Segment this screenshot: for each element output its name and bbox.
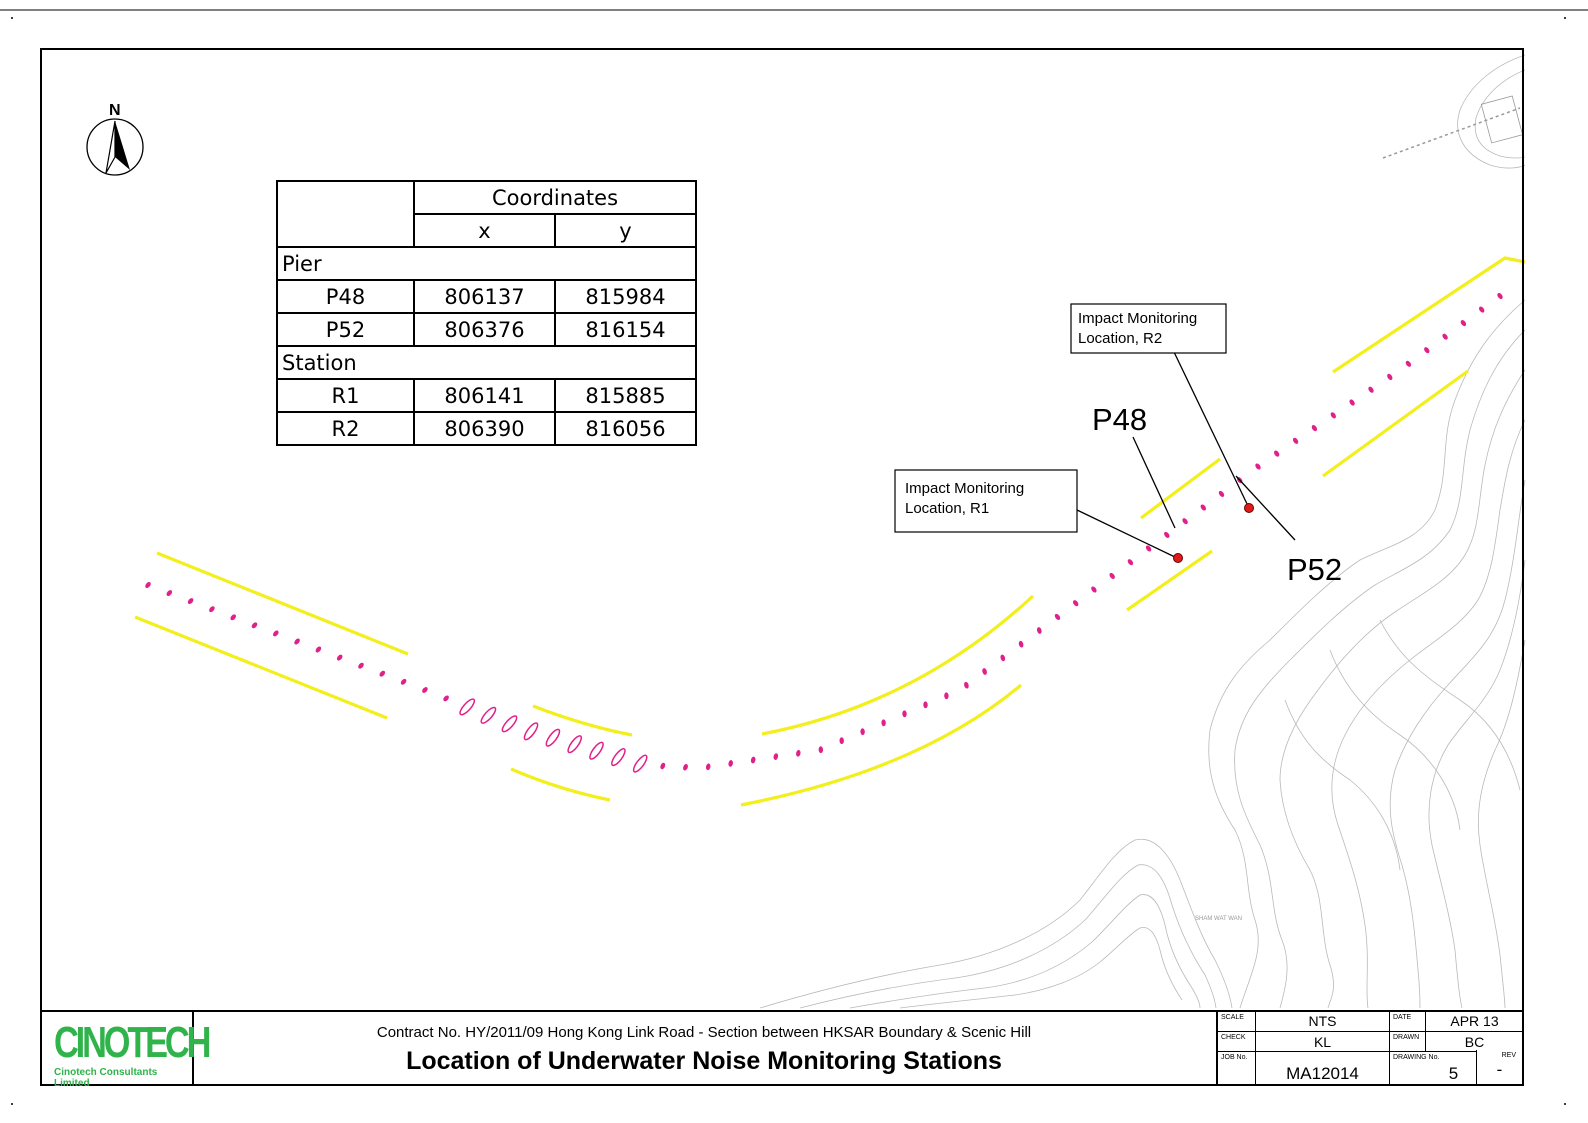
- table-cell-y: 815885: [555, 379, 696, 412]
- pier-label-p52: P52: [1287, 552, 1343, 587]
- scale-value: NTS: [1308, 1013, 1337, 1029]
- table-cell-name: R2: [277, 412, 414, 445]
- scale-label: SCALE: [1221, 1014, 1244, 1021]
- table-header-x: x: [414, 214, 555, 247]
- r1-callout-line1: Impact Monitoring: [905, 480, 1025, 497]
- table-section-station: Station: [277, 346, 696, 379]
- drawn-value-cell: [1426, 1032, 1524, 1052]
- date-label: DATE: [1393, 1014, 1412, 1021]
- table-cell-y: 815984: [555, 280, 696, 313]
- table-row: [277, 412, 696, 445]
- rev-cell: [1476, 1050, 1522, 1084]
- table-cell-name: R1: [277, 379, 414, 412]
- table-header-coordinates: Coordinates: [414, 181, 696, 214]
- r2-callout-line2: Location, R2: [1078, 330, 1163, 347]
- job-label: JOB No.: [1221, 1054, 1248, 1061]
- corner-mark: [1564, 17, 1566, 19]
- company-logo-text: CINOTECH: [54, 1018, 209, 1067]
- pier-label-p48: P48: [1092, 402, 1148, 437]
- table-section-pier: Pier: [277, 247, 696, 280]
- drawing-number-value: 5: [1448, 1064, 1459, 1083]
- job-value: MA12014: [1286, 1064, 1359, 1083]
- drawn-label-cell: [1390, 1032, 1426, 1052]
- table-cell-x: 806376: [414, 313, 555, 346]
- company-logo: [40, 1012, 209, 1089]
- r1-callout-line2: Location, R1: [905, 500, 990, 517]
- coordinates-table: [276, 180, 697, 446]
- table-cell-y: 816154: [555, 313, 696, 346]
- table-cell-y: 816056: [555, 412, 696, 445]
- date-value-cell: [1426, 1012, 1524, 1032]
- rev-value: -: [1496, 1060, 1503, 1079]
- r2-callout-line1: Impact Monitoring: [1078, 310, 1198, 327]
- check-label-cell: [1218, 1032, 1256, 1052]
- table-row: [277, 280, 696, 313]
- place-label: SHAM WAT WAN: [1195, 916, 1242, 922]
- table-header-y: y: [555, 214, 696, 247]
- table-corner-cell: [277, 181, 414, 247]
- table-cell-name: P52: [277, 313, 414, 346]
- scale-label-cell: [1218, 1012, 1256, 1032]
- rev-label: REV: [1501, 1052, 1516, 1059]
- check-label: CHECK: [1221, 1034, 1246, 1041]
- check-value: KL: [1313, 1034, 1332, 1050]
- table-cell-name: P48: [277, 280, 414, 313]
- table-row: [277, 313, 696, 346]
- contract-description: Contract No. HY/2011/09 Hong Kong Link Road - Section between HKSAR Boundary & Scenic Hill: [376, 1024, 1032, 1041]
- drawing-title: Location of Underwater Noise Monitoring Stations: [406, 1047, 1002, 1075]
- table-row: [277, 379, 696, 412]
- date-label-cell: [1390, 1012, 1426, 1032]
- corner-mark: [11, 1103, 13, 1105]
- table-cell-x: 806390: [414, 412, 555, 445]
- north-label: N: [109, 102, 121, 119]
- table-cell-x: 806141: [414, 379, 555, 412]
- company-name: Cinotech Consultants Limited: [54, 1067, 158, 1089]
- scale-value-cell: [1256, 1012, 1390, 1032]
- drawing-frame: [40, 48, 1524, 1086]
- job-label-cell: [1218, 1052, 1256, 1086]
- drawing-number-label: DRAWING No.: [1393, 1054, 1440, 1061]
- drawn-value: BC: [1464, 1034, 1485, 1050]
- corner-mark: [1564, 1103, 1566, 1105]
- corner-mark: [11, 17, 13, 19]
- title-block: [40, 1010, 1524, 1089]
- date-value: APR 13: [1450, 1013, 1499, 1029]
- check-value-cell: [1256, 1032, 1390, 1052]
- job-value-cell: [1256, 1052, 1390, 1086]
- table-cell-x: 806137: [414, 280, 555, 313]
- drawn-label: DRAWN: [1393, 1034, 1420, 1041]
